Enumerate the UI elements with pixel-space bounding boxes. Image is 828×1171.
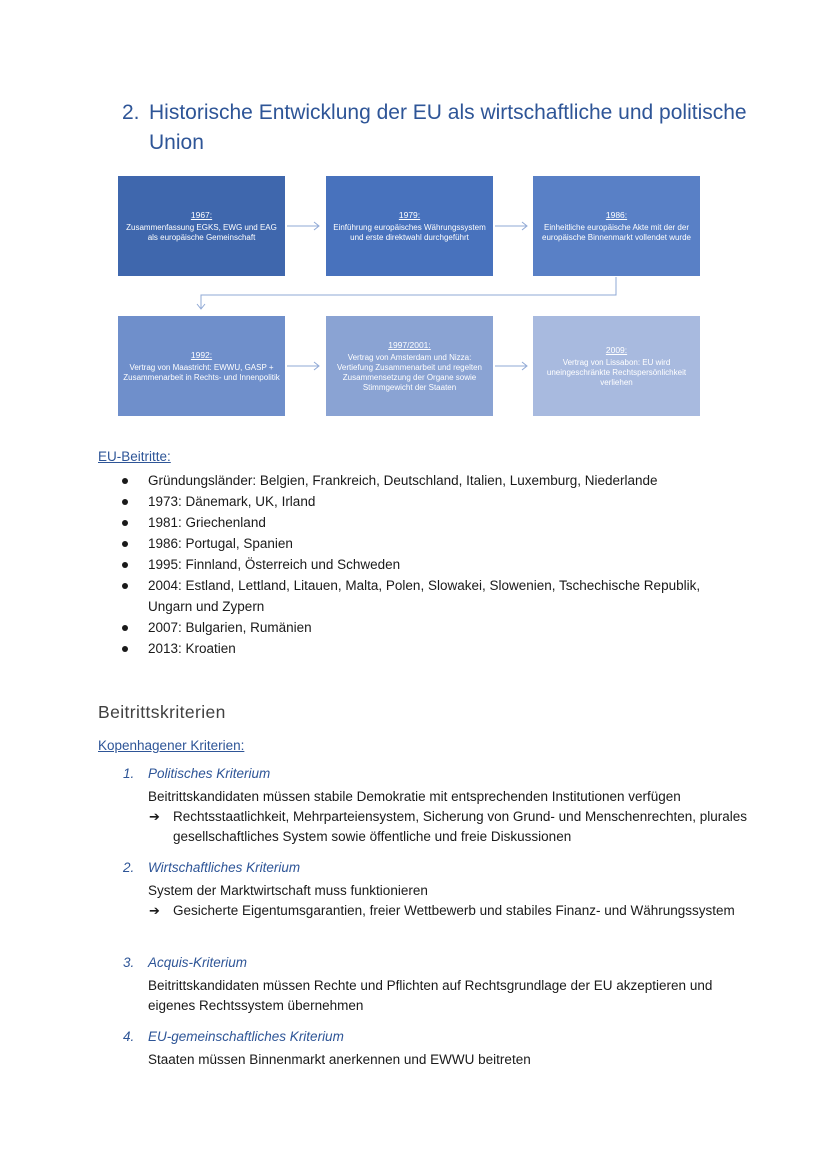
list-item-text: 1981: Griechenland [148, 515, 266, 530]
beitritte-label: EU-Beitritte: [98, 449, 171, 464]
criterion-number: 4. [123, 1029, 135, 1044]
criterion-detail [98, 807, 748, 847]
bullet-icon [122, 520, 128, 526]
list-item-text: 2013: Kroatien [148, 641, 236, 656]
list-item [98, 575, 738, 617]
list-item-text: 2004: Estland, Lettland, Litauen, Malta, Polen, Slowakei, Slowenien, Tschechische Republik, Ungarn und Zypern [148, 578, 701, 614]
criterion-body: Staaten müssen Binnenmarkt anerkennen und EWWU beitreten [148, 1052, 531, 1067]
list-item [98, 638, 738, 659]
criterion-body: Beitrittskandidaten müssen stabile Demokratie mit entsprechenden Institutionen verfügen [148, 789, 681, 804]
criterion-detail [98, 901, 748, 921]
criterion-title [98, 857, 748, 878]
timeline-year: 2009: [605, 344, 628, 355]
list-item-text: 1973: Dänemark, UK, Irland [148, 494, 316, 509]
criterion-number: 1. [123, 766, 135, 781]
bullet-icon [122, 562, 128, 568]
timeline-text: Vertrag von Amsterdam und Nizza: Vertiefung Zusammenarbeit und regelten Zusammensetzung der Organe sowie Stimmgewicht der Staaten [337, 352, 482, 392]
beitritte-list [98, 470, 738, 659]
bullet-icon [122, 499, 128, 505]
criterion-title [98, 1026, 748, 1047]
criterion-detail-text: Gesicherte Eigentumsgarantien, freier Wettbewerb und stabiles Finanz- und Währungssystem [173, 903, 735, 918]
list-item-text: 1986: Portugal, Spanien [148, 536, 293, 551]
criterion-detail-text: Rechtsstaatlichkeit, Mehrparteiensystem, Sicherung von Grund- und Menschenrechten, plurales gesellschaftliches System sowie öffentliche und freie Diskussionen [173, 809, 748, 844]
timeline-text: Einführung europäisches Währungssystem und erste direktwahl durchgeführt [333, 222, 486, 242]
timeline-text: Einheitliche europäische Akte mit der der europäische Binnenmarkt vollendet wurde [542, 222, 691, 242]
timeline-text: Vertrag von Maastricht: EWWU, GASP + Zusammenarbeit in Rechts- und Innenpolitik [123, 362, 280, 382]
bullet-icon [122, 625, 128, 631]
criterion-title-text: Wirtschaftliches Kriterium [148, 860, 301, 875]
timeline-text: Zusammenfassung EGKS, EWG und EAG als europäische Gemeinschaft [126, 222, 277, 242]
criterion-title-text: Politisches Kriterium [148, 766, 271, 781]
criterion-number: 3. [123, 955, 135, 970]
bullet-icon [122, 478, 128, 484]
criterion-acquis [98, 952, 748, 1016]
bullet-icon [122, 541, 128, 547]
timeline-text: Vertrag von Lissabon: EU wird uneingeschränkte Rechtspersönlichkeit verliehen [546, 357, 687, 387]
kriterien-heading: Beitrittskriterien [98, 702, 226, 722]
criterion-number: 2. [123, 860, 135, 875]
bullet-icon [122, 646, 128, 652]
list-item-text: 1995: Finnland, Österreich und Schweden [148, 557, 401, 572]
criterion-title-text: EU-gemeinschaftliches Kriterium [148, 1029, 344, 1044]
list-item [98, 533, 738, 554]
criterion-political [98, 763, 748, 847]
timeline-box-1967 [118, 176, 285, 276]
criterion-body: Beitrittskandidaten müssen Rechte und Pflichten auf Rechtsgrundlage der EU akzeptieren und eigenes Rechtssystem übernehmen [148, 978, 713, 1013]
timeline-box-2009 [533, 316, 700, 416]
list-item-text: Gründungsländer: Belgien, Frankreich, Deutschland, Italien, Luxemburg, Niederlande [148, 473, 658, 488]
timeline-year: 1967: [190, 209, 213, 220]
criterion-title-text: Acquis-Kriterium [148, 955, 248, 970]
heading-text: Historische Entwicklung der EU als wirtschaftliche und politische Union [149, 101, 747, 154]
timeline-year: 1979: [398, 209, 421, 220]
timeline-year: 1992: [190, 349, 213, 360]
arrow-3-4 [201, 277, 616, 308]
list-item [98, 470, 738, 491]
list-item [98, 491, 738, 512]
list-item [98, 512, 738, 533]
criterion-eu-community [98, 1026, 748, 1070]
timeline-box-1992 [118, 316, 285, 416]
criterion-economic [98, 857, 748, 921]
bullet-icon [122, 583, 128, 589]
timeline-box-1979 [326, 176, 493, 276]
arrow-right-icon: ➔ [149, 903, 160, 918]
heading-number: 2. [122, 101, 140, 124]
timeline-diagram [0, 0, 828, 440]
list-item-text: 2007: Bulgarien, Rumänien [148, 620, 312, 635]
arrow-right-icon: ➔ [149, 809, 160, 824]
kopenhagen-label: Kopenhagener Kriterien: [98, 738, 245, 753]
timeline-year: 1986: [605, 209, 628, 220]
list-item [98, 617, 738, 638]
list-item [98, 554, 738, 575]
timeline-box-1986 [533, 176, 700, 276]
criterion-title [98, 952, 748, 973]
criterion-body: System der Marktwirtschaft muss funktionieren [148, 883, 428, 898]
timeline-box-1997-2001 [326, 316, 493, 416]
timeline-year: 1997/2001: [388, 339, 431, 350]
criterion-title [98, 763, 748, 784]
